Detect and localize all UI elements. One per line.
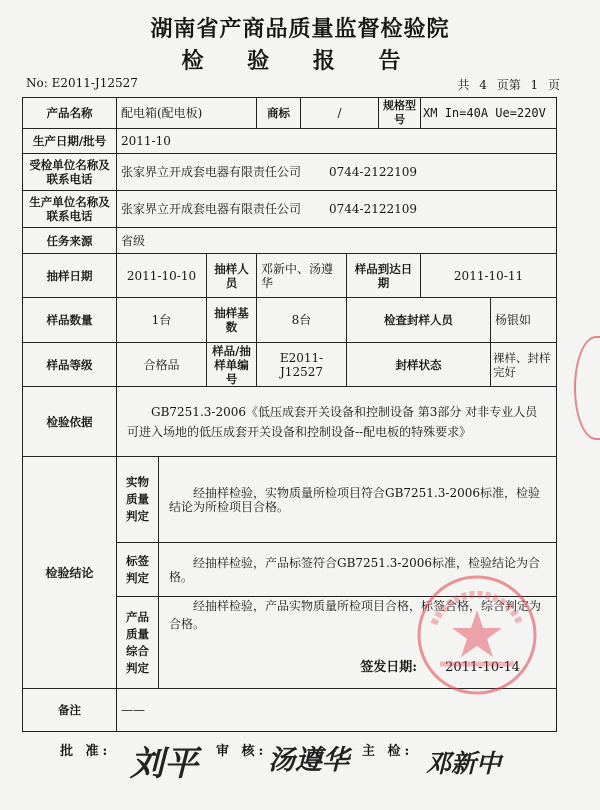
prod-date-label: 生产日期/批号 <box>23 129 117 154</box>
tag-label: 标签判定 <box>117 543 159 597</box>
arrival-date-value: 2011-10-11 <box>421 254 557 298</box>
producer-label: 生产单位名称及联系电话 <box>23 191 117 228</box>
sampling-date-value: 2011-10-10 <box>117 254 207 298</box>
seam-stamp-fragment <box>574 336 600 440</box>
row-quantity <box>23 298 557 343</box>
basis-value: GB7251.3-2006《低压成套开关设备和控制设备 第3部分 对非专业人员可进入场地的低压成套开关设备和控制设备--配电板的特殊要求》 <box>117 387 557 457</box>
row-basis <box>23 387 557 457</box>
review-signature: 汤遵华 <box>268 745 349 776</box>
seal-checker-label: 检查封样人员 <box>347 298 491 343</box>
row-grade <box>23 343 557 387</box>
phys-quality-value: 经抽样检验，实物质量所检项目符合GB7251.3-2006标准，检验结论为所检项目合格。 <box>159 457 557 543</box>
approve-label: 批 准: <box>60 744 112 759</box>
task-source-value: 省级 <box>117 228 557 254</box>
overall-label: 产品质量综合判定 <box>117 597 159 689</box>
qty-value: 1台 <box>117 298 207 343</box>
sampling-date-label: 抽样日期 <box>23 254 117 298</box>
grade-value: 合格品 <box>117 343 207 387</box>
producer-value: 张家界立开成套电器有限责任公司 <box>121 202 302 216</box>
sample-no-value: E2011-J12527 <box>257 343 347 387</box>
base-label: 抽样基数 <box>207 298 257 343</box>
issue-date-label: 签发日期: <box>360 660 418 675</box>
sampler-value: 邓新中、汤遵华 <box>257 254 347 298</box>
row-phys-quality <box>23 457 557 543</box>
org-name: 湖南省产商品质量监督检验院 <box>150 16 450 42</box>
issue-date-value: 2011-10-14 <box>445 660 521 675</box>
conclusion-label: 检验结论 <box>23 457 117 689</box>
remark-label: 备注 <box>23 689 117 732</box>
official-seal-stamp <box>414 572 540 698</box>
inspected-phone-value: 0744-2122109 <box>329 165 418 179</box>
brand-label: 商标 <box>257 98 301 129</box>
row-producer <box>23 191 557 228</box>
phys-quality-label: 实物质量判定 <box>117 457 159 543</box>
brand-value: / <box>301 98 379 129</box>
model-label: 规格型号 <box>379 98 421 129</box>
task-source-label: 任务来源 <box>23 228 117 254</box>
remark-value: —— <box>117 689 557 732</box>
prod-date-value: 2011-10 <box>117 129 557 154</box>
tag-value: 经抽样检验，产品标签符合GB7251.3-2006标准，检验结论为合格。 <box>159 543 557 597</box>
product-name-value: 配电箱(配电板) <box>117 98 257 129</box>
inspected-unit-value: 张家界立开成套电器有限责任公司 <box>121 165 302 179</box>
row-inspected-unit <box>23 154 557 191</box>
model-value: XM In=40A Ue=220V <box>421 98 557 129</box>
qty-label: 样品数量 <box>23 298 117 343</box>
review-label: 审 核: <box>216 744 268 759</box>
row-sampling <box>23 254 557 298</box>
report-title: 检 验 报 告 <box>181 48 419 74</box>
seal-state-value: 裸样、封样完好 <box>491 343 557 387</box>
sampler-label: 抽样人员 <box>207 254 257 298</box>
product-name-label: 产品名称 <box>23 98 117 129</box>
base-value: 8台 <box>257 298 347 343</box>
row-task-source <box>23 228 557 254</box>
grade-label: 样品等级 <box>23 343 117 387</box>
basis-label: 检验依据 <box>23 387 117 457</box>
inspected-unit-label: 受检单位名称及联系电话 <box>23 154 117 191</box>
row-prod-date <box>23 129 557 154</box>
seal-state-label: 封样状态 <box>347 343 491 387</box>
check-label: 主 检: <box>362 744 414 759</box>
arrival-date-label: 样品到达日期 <box>347 254 421 298</box>
report-number: No: E2011-J12527 <box>26 76 138 90</box>
approve-signature: 刘平 <box>130 744 198 784</box>
producer-phone-value: 0744-2122109 <box>329 202 418 216</box>
seal-checker-value: 杨银如 <box>491 298 557 343</box>
sample-no-label: 样品/抽样单编号 <box>207 343 257 387</box>
producer-cell <box>117 191 557 228</box>
row-product <box>23 98 557 129</box>
overall-value: 经抽样检验，产品实物质量所检项目合格，标签合格，综合判定为合格。 <box>169 599 542 631</box>
check-signature: 邓新中 <box>426 749 502 778</box>
page-info: 共 4 页第 1 页 <box>457 78 560 92</box>
inspected-unit-cell <box>117 154 557 191</box>
